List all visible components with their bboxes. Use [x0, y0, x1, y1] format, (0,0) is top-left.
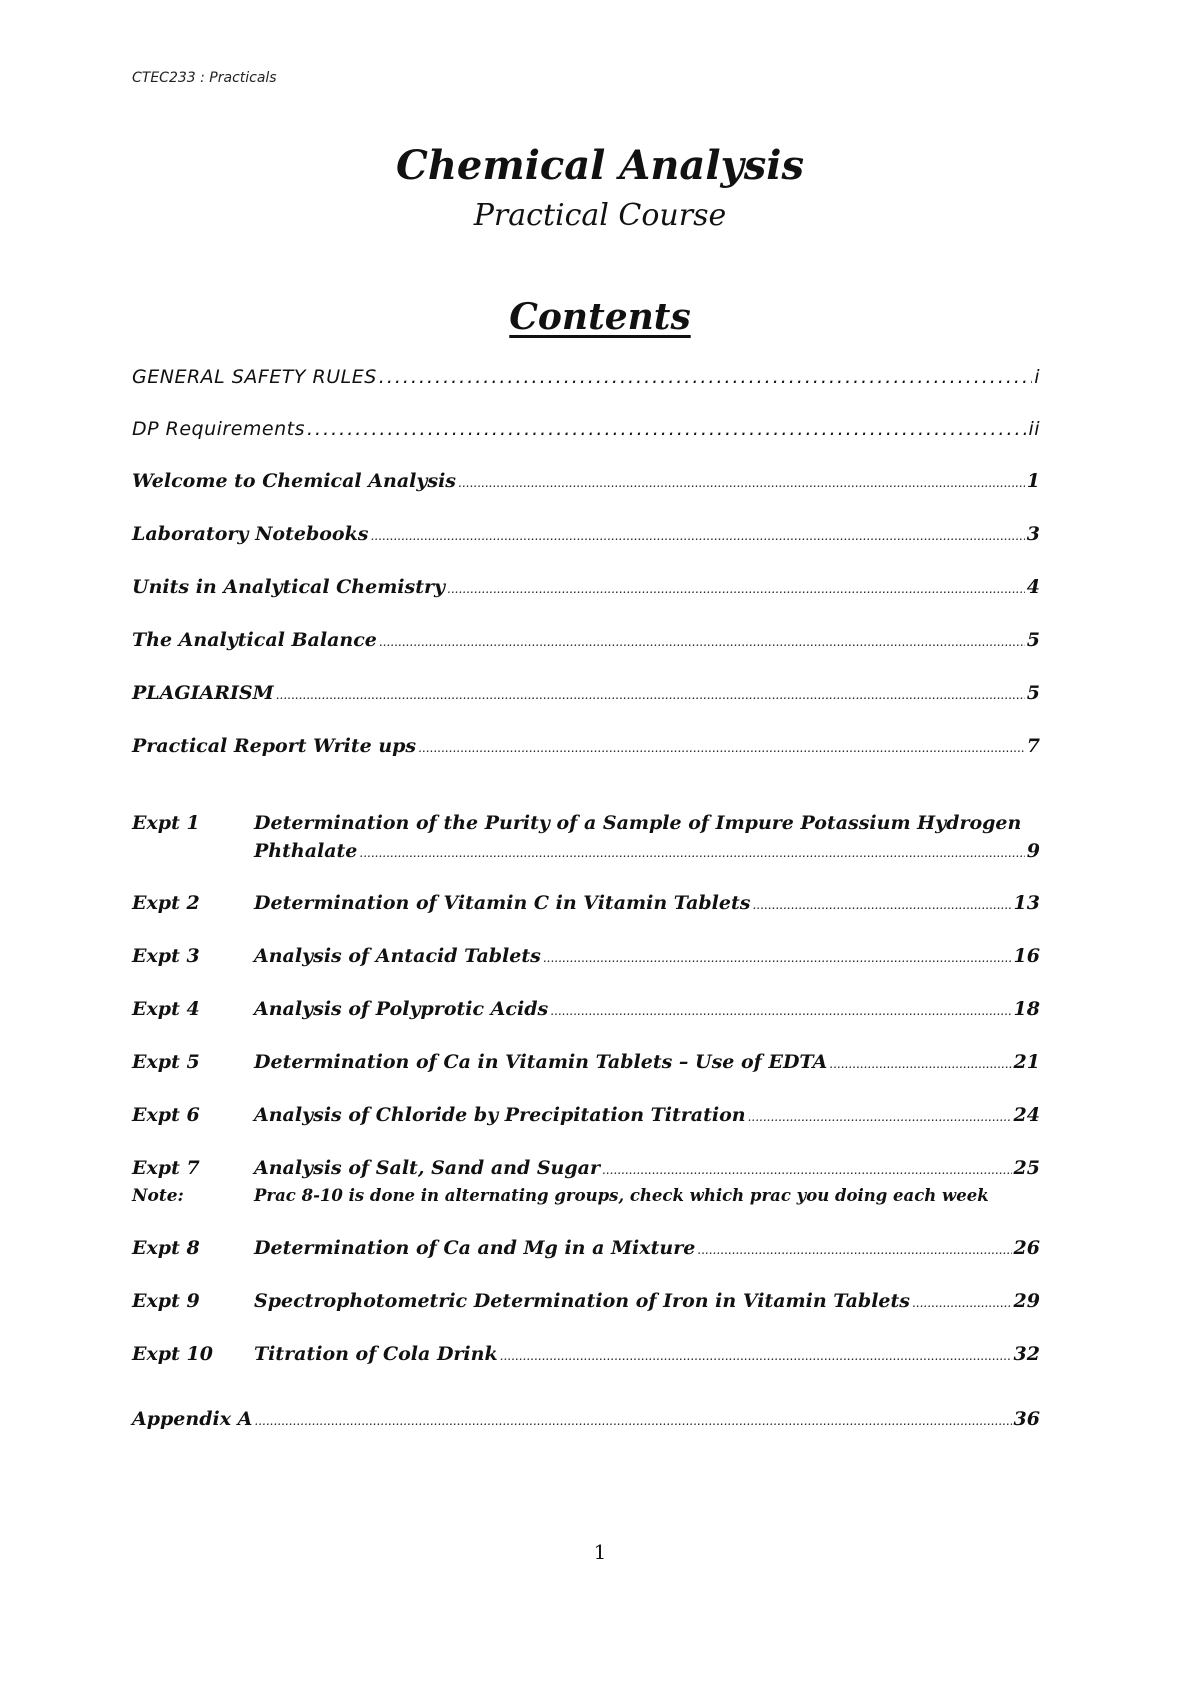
expt-number: Expt 8 [132, 1237, 200, 1259]
expt-title [254, 1343, 1040, 1365]
toc-entry-page: 36 [1013, 1408, 1040, 1430]
dot-leader [458, 476, 1025, 490]
dot-leader [379, 366, 1032, 388]
toc-entry-label: The Analytical Balance [132, 629, 377, 651]
toc-entry-page: 26 [1013, 1237, 1040, 1259]
dot-leader [602, 1163, 1012, 1177]
dot-leader [550, 1004, 1011, 1018]
dot-leader [752, 898, 1011, 912]
toc-entry-page: 29 [1013, 1290, 1040, 1312]
expt-title [254, 1051, 1040, 1073]
expt-number: Expt 4 [132, 998, 200, 1020]
toc-entry-label: Determination of Vitamin C in Vitamin Tablets [254, 892, 751, 914]
toc-entry-label: Welcome to Chemical Analysis [132, 470, 457, 492]
expt-title [254, 998, 1040, 1020]
toc-entry-label: Spectrophotometric Determination of Iron in Vitamin Tablets [254, 1290, 910, 1312]
expt-title [254, 1157, 1040, 1179]
toc-entry-page: 7 [1026, 735, 1040, 757]
expt-title [254, 945, 1040, 967]
toc-entry-page: 1 [1026, 470, 1040, 492]
toc-entry-label: DP Requirements [132, 418, 305, 440]
dot-leader [370, 529, 1024, 543]
dot-leader [748, 1110, 1012, 1124]
document-subtitle: Practical Course [473, 198, 727, 233]
toc-entry-units [132, 576, 1040, 598]
toc-entry-page: 13 [1013, 892, 1040, 914]
toc-entry-label: Analysis of Polyprotic Acids [254, 998, 549, 1020]
toc-entry-page: 24 [1013, 1104, 1040, 1126]
toc-entry-page: 4 [1026, 576, 1040, 598]
dot-leader [379, 635, 1025, 649]
dot-leader [543, 951, 1012, 965]
toc-entry-page: i [1034, 366, 1040, 388]
toc-entry-page: 25 [1013, 1157, 1040, 1179]
toc-entry-appendix-a [132, 1408, 1040, 1430]
toc-entry-label: Determination of Ca and Mg in a Mixture [254, 1237, 696, 1259]
dot-leader [500, 1349, 1012, 1363]
dot-leader [829, 1057, 1011, 1071]
note-text: Prac 8-10 is done in alternating groups, check which prac you doing each week [254, 1186, 989, 1205]
expt-number: Expt 1 [132, 812, 200, 834]
toc-entry-page: 9 [1026, 840, 1040, 862]
toc-entry-label: GENERAL SAFETY RULES [132, 366, 377, 388]
toc-entry-label: Laboratory Notebooks [132, 523, 369, 545]
expt-title [254, 1290, 1040, 1312]
toc-entry-plagiarism [132, 682, 1040, 704]
toc-entry-page: 21 [1013, 1051, 1040, 1073]
document-title: Chemical Analysis [396, 142, 804, 189]
toc-entry-label: Analysis of Salt, Sand and Sugar [254, 1157, 600, 1179]
expt-title-line2 [254, 840, 1040, 862]
expt-number: Expt 7 [132, 1157, 200, 1179]
dot-leader [307, 418, 1026, 440]
toc-entry-label: Units in Analytical Chemistry [132, 576, 446, 598]
toc-entry-welcome [132, 470, 1040, 492]
toc-entry-page: 5 [1026, 682, 1040, 704]
expt-number: Expt 9 [132, 1290, 200, 1312]
toc-entry-label: Determination of Ca in Vitamin Tablets – Use of EDTA [254, 1051, 828, 1073]
expt-number: Expt 10 [132, 1343, 213, 1365]
contents-heading: Contents [509, 296, 691, 338]
note-label: Note: [132, 1186, 184, 1206]
toc-entry-page: 16 [1013, 945, 1040, 967]
dot-leader [359, 846, 1024, 860]
toc-entry-page: 5 [1026, 629, 1040, 651]
toc-entry-label: Analysis of Chloride by Precipitation Titration [254, 1104, 746, 1126]
toc-entry-label: Analysis of Antacid Tablets [254, 945, 541, 967]
page-number: 1 [593, 1540, 607, 1564]
toc-entry-page: ii [1028, 418, 1040, 440]
toc-entry-label: Practical Report Write ups [132, 735, 417, 757]
dot-leader [276, 688, 1025, 702]
toc-entry-page: 18 [1013, 998, 1040, 1020]
expt-number: Expt 2 [132, 892, 200, 914]
toc-entry-label: PLAGIARISM [132, 682, 274, 704]
dot-leader [418, 741, 1025, 755]
toc-entry-safety-rules [132, 366, 1040, 388]
expt-title [254, 1237, 1040, 1259]
toc-entry-lab-notebooks [132, 523, 1040, 545]
toc-entry-report-writeups [132, 735, 1040, 757]
expt-title-line1: Determination of the Purity of a Sample of Impure Potassium Hydrogen [254, 812, 1022, 834]
toc-entry-page: 3 [1026, 523, 1040, 545]
toc-entry-label: Titration of Cola Drink [254, 1343, 498, 1365]
dot-leader [697, 1243, 1011, 1257]
expt-title [254, 892, 1040, 914]
dot-leader [254, 1414, 1011, 1428]
toc-entry-page: 32 [1013, 1343, 1040, 1365]
expt-number: Expt 5 [132, 1051, 200, 1073]
toc-entry-dp-requirements [132, 418, 1040, 440]
toc-entry-label: Phthalate [254, 840, 358, 862]
toc-entry-analytical-balance [132, 629, 1040, 651]
expt-title [254, 1104, 1040, 1126]
expt-number: Expt 3 [132, 945, 200, 967]
expt-number: Expt 6 [132, 1104, 200, 1126]
dot-leader [447, 582, 1025, 596]
course-code-header: CTEC233 : Practicals [132, 70, 277, 86]
dot-leader [912, 1296, 1012, 1310]
toc-entry-label: Appendix A [132, 1408, 253, 1430]
